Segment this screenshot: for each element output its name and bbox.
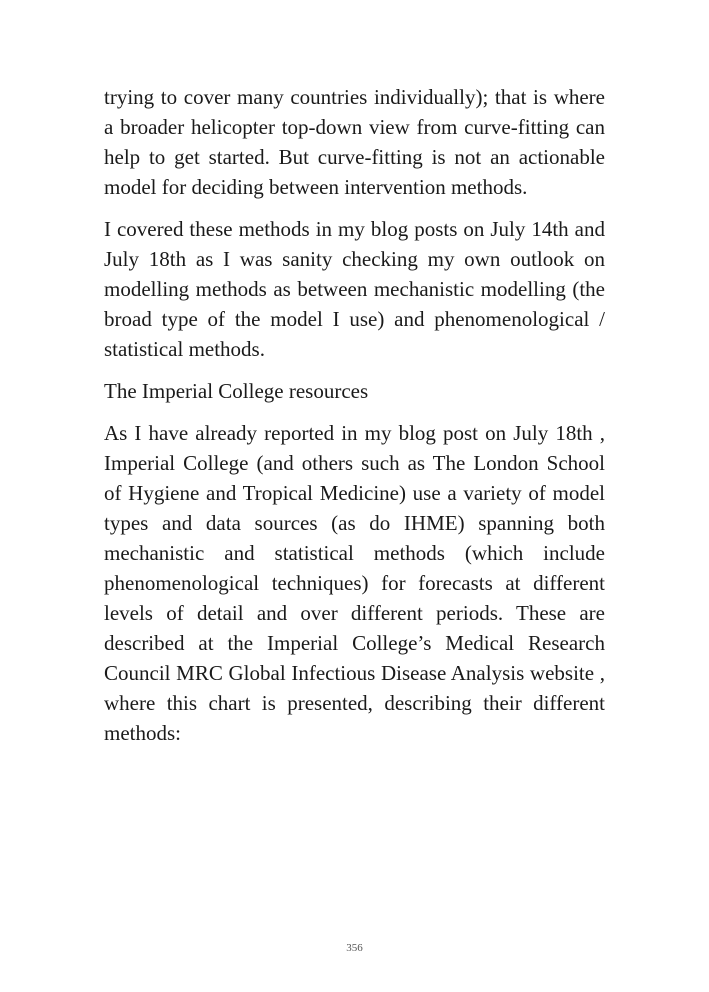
paragraph-blog-posts: I covered these methods in my blog posts on July 14th and July 18th as I was sanity checking my own outlook on modelling methods as between mechanistic modelling (the broad type of the model I use) and phenomenological / statistical methods.: [104, 217, 605, 361]
page-body: [104, 82, 605, 760]
section-heading: The Imperial College resources: [104, 379, 369, 403]
paragraph-curve-fitting: trying to cover many countries individually); that is where a broader helicopter top-down view from curve-fitting can help to get started. But curve-fitting is not an actionable model for deciding between intervention methods.: [104, 85, 605, 199]
page-number: 356: [346, 942, 363, 954]
paragraph-imperial-college: As I have already reported in my blog post on July 18th , Imperial College (and others such as The London School of Hygiene and Tropical Medicine) use a variety of model types and data sources (as do IHME) spanning both mechanistic and statistical methods (which include phenomenological techniques) for forecasts at different levels of detail and over different periods. These are described at the Imperial College’s Medical Research Council MRC Global Infectious Disease Analysis website , where this chart is presented, describing their different methods:: [104, 421, 605, 745]
